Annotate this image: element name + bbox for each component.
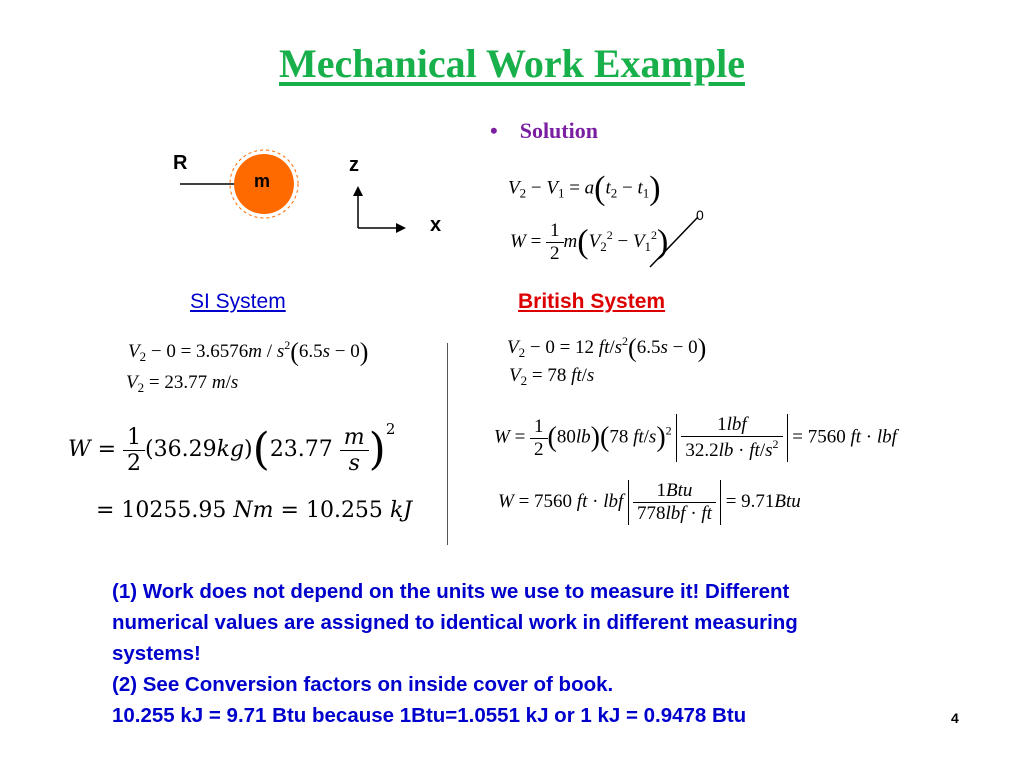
si-work-result: = 10255.95 Nm = 10.255 kJ: [96, 498, 413, 523]
column-divider: [447, 343, 448, 545]
note-line: (2) See Conversion factors on inside cover of book.: [112, 673, 614, 696]
slide-title: Mechanical Work Example: [279, 41, 745, 86]
mass-label: m: [254, 171, 271, 191]
force-label: R: [173, 152, 188, 174]
equation-work: W = $\frac{1}{2}$ $m(V_2^2 - V_1^2)$: [510, 220, 669, 264]
british-system-heading: British System: [518, 290, 666, 313]
note-line: (1) Work does not depend on the units we use to measure it! Different: [112, 580, 790, 603]
notes-block: [112, 576, 982, 731]
page-number: 4: [951, 710, 959, 726]
solution-heading: [490, 118, 598, 144]
note-line: numerical values are assigned to identical work in different measuring: [112, 611, 798, 634]
si-velocity-result: $V_2 = 23.77$ m/s: [126, 372, 239, 395]
si-system-heading: SI System: [190, 290, 286, 313]
note-line: systems!: [112, 642, 201, 665]
bullet: •: [490, 118, 498, 143]
zero-marker: 0: [696, 207, 704, 223]
axis-z-label: z: [349, 154, 359, 176]
axis-x-label: x: [430, 214, 442, 236]
british-velocity-result: $V_2 = 78$ ft/s: [509, 365, 595, 388]
british-velocity-eq: $V_2 - 0 = 12$ $ft/s^2(6.5s - 0)$: [507, 333, 707, 363]
solution-label: Solution: [519, 118, 598, 143]
si-velocity-eq: $V_2 - 0 = 3.6576m / s^2(6.5s - 0)$: [128, 337, 369, 367]
equation-velocity: $V_2 - V_1 = a(t_2 - t_1)$: [508, 170, 661, 207]
note-line: 10.255 kJ = 9.71 Btu because 1Btu=1.0551 kJ or 1 kJ = 0.9478 Btu: [112, 704, 747, 727]
si-work-eq: W = $\frac{1}{2}$ (36.29kg)(23.77 $\frac{m}{s}$ )$^2$: [68, 420, 396, 476]
z-arrowhead: [353, 186, 363, 196]
mass-diagram: [170, 140, 470, 240]
british-work-btu: W = 7560 ft · lbf $\frac{\text{1Btu}}{\text{778lbf · ft}}$ = 9.71Btu: [498, 480, 801, 524]
x-arrowhead: [396, 223, 406, 233]
british-work-eq: W = $\frac{1}{2}$ (80lb)(78 ft/s)$^2$ $\frac{\text{1lbf}}{32.2lb \cdot ft/s^2}$ = 7560 ft · lbf: [494, 414, 897, 461]
